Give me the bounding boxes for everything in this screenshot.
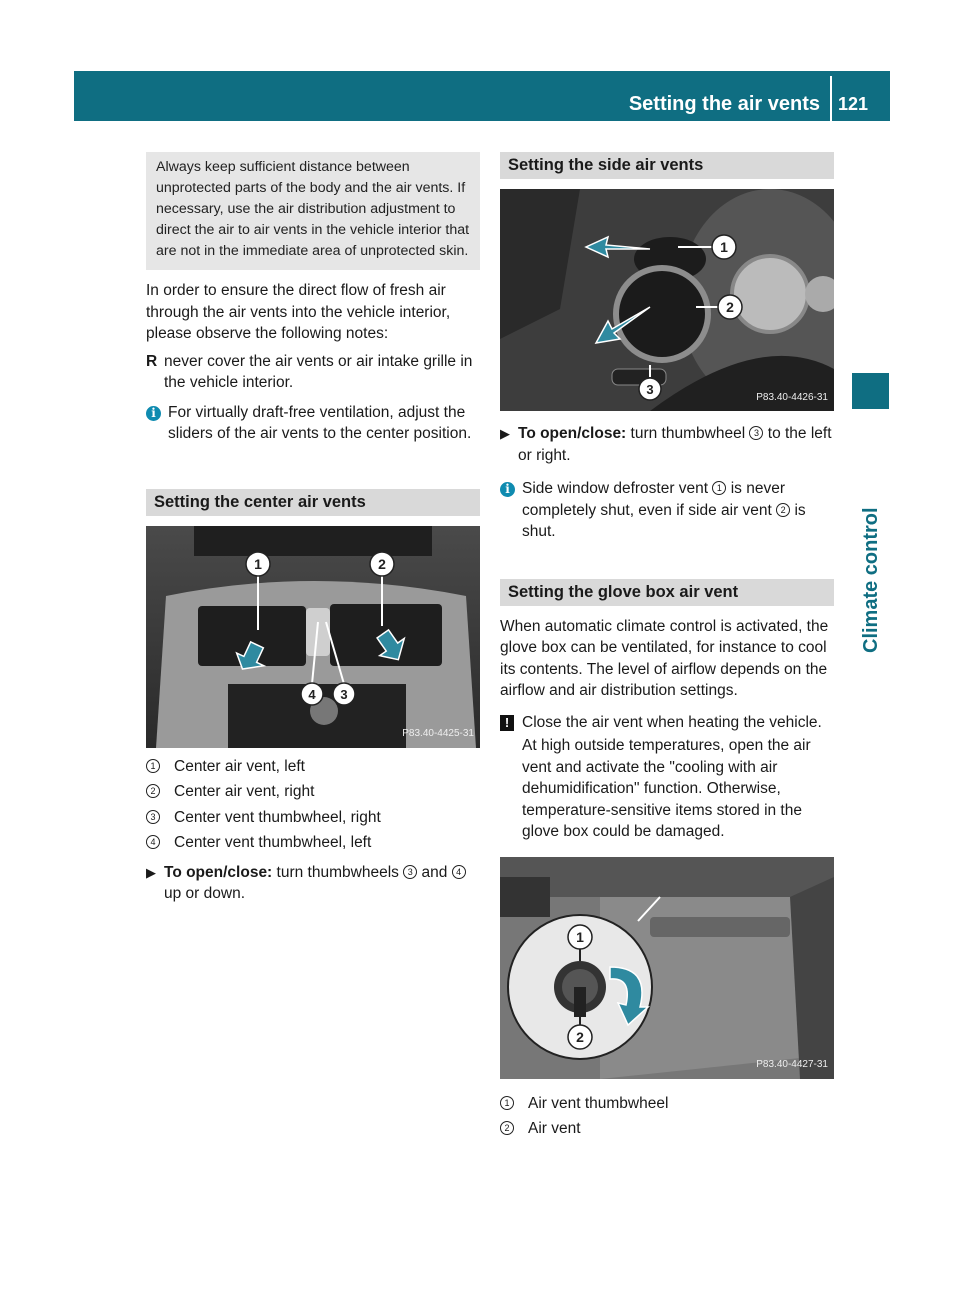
callout-text: Center vent thumbwheel, left: [174, 834, 372, 851]
section-heading-glove-box: Setting the glove box air vent: [500, 579, 834, 606]
chapter-tab: [852, 373, 889, 409]
svg-text:2: 2: [726, 299, 734, 315]
step-label: To open/close:: [518, 425, 627, 442]
warning-exclamation-icon: !: [500, 715, 514, 731]
step-arrow-icon: ▶: [146, 864, 156, 880]
header-divider: [830, 76, 832, 121]
list-item: [146, 756, 480, 778]
info-icon: i: [500, 482, 515, 497]
callout-number: 1: [146, 759, 160, 773]
info-note: [500, 478, 834, 543]
callout-1-marker: [568, 925, 592, 949]
step-text: up or down.: [164, 885, 245, 902]
callout-2-marker: [718, 295, 742, 319]
section-heading-side-vents: Setting the side air vents: [500, 152, 834, 179]
list-item: [146, 781, 480, 803]
caution-note: [500, 712, 834, 843]
bullet-mark: R: [146, 352, 158, 370]
svg-text:1: 1: [576, 928, 584, 945]
svg-text:3: 3: [340, 686, 348, 702]
callout-text: Air vent: [528, 1120, 581, 1137]
step-text: and: [417, 863, 452, 881]
callout-4-marker: [301, 683, 323, 705]
page-number: 121: [838, 94, 869, 114]
step-instruction: [500, 423, 834, 466]
callout-list-glove-box: [500, 1093, 834, 1140]
glove-box-illustration: [500, 857, 834, 1079]
figure-glove-box: [500, 857, 834, 1079]
center-vents-illustration: [146, 526, 480, 748]
step-arrow-icon: ▶: [500, 426, 510, 441]
callout-text: Center vent thumbwheel, right: [174, 808, 381, 826]
list-item: [146, 807, 480, 829]
side-vents-illustration: [500, 189, 834, 411]
svg-text:3: 3: [646, 382, 654, 397]
note-text: is shut.: [522, 501, 806, 540]
callout-3-marker: [333, 683, 355, 705]
callout-number: 1: [712, 481, 726, 495]
figure-code: P83.40-4425-31: [402, 728, 474, 739]
list-item: [500, 1093, 834, 1115]
info-note: [146, 402, 480, 445]
section-heading-center-vents: Setting the center air vents: [146, 489, 480, 516]
svg-text:4: 4: [308, 686, 316, 702]
info-note-text: For virtually draft-free ventilation, adjust the sliders of the air vents to the center position.: [168, 403, 472, 442]
intro-paragraph: When automatic climate control is activated, the glove box can be ventilated, for instance to cool its contents. The level of airflow depends on the airflow and air distribution settings.: [500, 617, 829, 699]
callout-3-marker: [639, 378, 661, 400]
callout-number: 2: [146, 784, 160, 798]
note-text: is never completely shut, even if side air vent: [522, 480, 785, 519]
figure-side-vents: [500, 189, 834, 411]
callout-number: 3: [749, 426, 763, 440]
callout-number: 4: [452, 865, 466, 879]
warning-text: Always keep sufficient distance between unprotected parts of the body and the air vents. If necessary, use the air distribution adjustment to direct the air to air vents in the vehicle interior that are not in the immediate area of unprotected skin.: [156, 159, 470, 259]
callout-text: Air vent thumbwheel: [528, 1094, 669, 1112]
warning-box: [146, 152, 480, 270]
svg-text:2: 2: [378, 555, 386, 572]
note-text: Side window defroster vent: [522, 480, 713, 497]
caution-text: Close the air vent when heating the vehicle.: [522, 713, 822, 731]
svg-text:1: 1: [254, 555, 262, 572]
intro-paragraph: In order to ensure the direct flow of fresh air through the air vents into the vehicle interior, please observe the following notes:: [146, 282, 451, 342]
callout-text: Center air vent, right: [174, 783, 315, 800]
callout-number: 3: [403, 865, 417, 879]
info-icon: i: [146, 406, 161, 421]
callout-list-center: [146, 756, 480, 854]
figure-code: P83.40-4426-31: [756, 391, 828, 403]
callout-2-marker: [568, 1025, 592, 1049]
step-instruction: [146, 862, 480, 905]
svg-text:2: 2: [576, 1028, 584, 1045]
step-text: turn thumbwheel: [626, 425, 750, 442]
callout-1-marker: [246, 552, 270, 576]
figure-center-vents: [146, 526, 480, 748]
step-label: To open/close:: [164, 863, 273, 881]
callout-text: Center air vent, left: [174, 757, 305, 775]
figure-code: P83.40-4427-31: [756, 1059, 828, 1070]
right-column: [500, 152, 834, 1144]
page-title: Setting the air vents: [628, 93, 820, 115]
bullet-item: [146, 351, 480, 394]
callout-number: 2: [500, 1121, 514, 1135]
callout-number: 3: [146, 810, 160, 824]
list-item: [146, 832, 480, 854]
caution-text: At high outside temperatures, open the air vent and activate the "cooling with air dehumidification" function. Otherwise, temperature-sensitive items stored in the glove box could be damaged.: [522, 737, 811, 840]
callout-2-marker: [370, 552, 394, 576]
svg-text:1: 1: [720, 239, 728, 255]
callout-number: 4: [146, 835, 160, 849]
step-text: turn thumbwheels: [272, 863, 404, 881]
bullet-text: never cover the air vents or air intake grille in the vehicle interior.: [164, 352, 473, 391]
step-text: to the left or right.: [518, 425, 832, 464]
callout-number: 1: [500, 1096, 514, 1110]
left-column: [146, 152, 480, 905]
list-item: [500, 1118, 834, 1140]
callout-number: 2: [776, 503, 790, 517]
chapter-label: Climate control: [860, 507, 882, 653]
callout-1-marker: [712, 235, 736, 259]
